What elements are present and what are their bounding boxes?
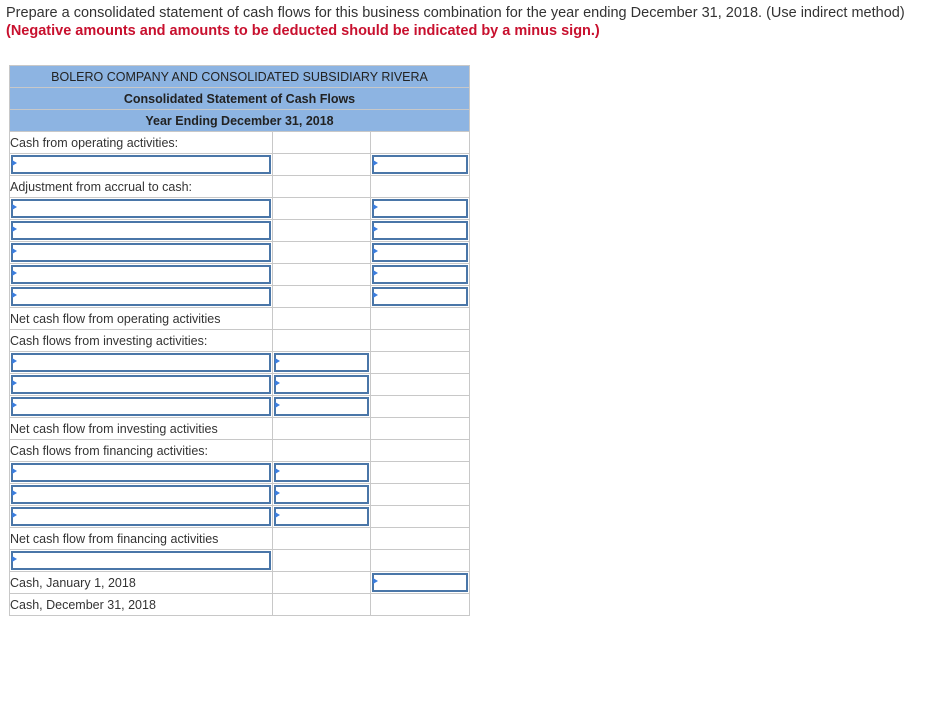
cash-begin-amount-input[interactable]	[372, 573, 468, 592]
financing-label: Cash flows from financing activities:	[10, 440, 273, 462]
table-row	[10, 352, 470, 374]
adjustment-amount-input[interactable]	[372, 265, 468, 284]
investing-label-input[interactable]	[11, 375, 271, 394]
table-row	[10, 286, 470, 308]
cash-flow-statement-table	[9, 65, 470, 616]
table-row	[10, 308, 470, 330]
adjustment-amount-input[interactable]	[372, 287, 468, 306]
investing-amount-input[interactable]	[274, 353, 369, 372]
company-header: BOLERO COMPANY AND CONSOLIDATED SUBSIDIARY RIVERA	[10, 66, 470, 88]
statement-title: Consolidated Statement of Cash Flows	[10, 88, 470, 110]
net-change-label-input[interactable]	[11, 551, 271, 570]
table-row	[10, 242, 470, 264]
net-investing-label: Net cash flow from investing activities	[10, 418, 273, 440]
table-row	[10, 154, 470, 176]
financing-label-input[interactable]	[11, 463, 271, 482]
investing-amount-input[interactable]	[274, 397, 369, 416]
adjustment-label-input[interactable]	[11, 243, 271, 262]
table-row	[10, 198, 470, 220]
table-row	[10, 418, 470, 440]
financing-label-input[interactable]	[11, 485, 271, 504]
cash-end-amount	[371, 594, 470, 616]
table-row	[10, 594, 470, 616]
amount-input[interactable]	[372, 155, 468, 174]
table-row	[10, 220, 470, 242]
adjustment-label-input[interactable]	[11, 199, 271, 218]
financing-amount-input[interactable]	[274, 485, 369, 504]
cash-end-label: Cash, December 31, 2018	[10, 594, 273, 616]
statement-period: Year Ending December 31, 2018	[10, 110, 470, 132]
table-row	[10, 506, 470, 528]
financing-amount-input[interactable]	[274, 463, 369, 482]
adjustment-amount-input[interactable]	[372, 243, 468, 262]
adjustment-label-input[interactable]	[11, 265, 271, 284]
investing-label-input[interactable]	[11, 397, 271, 416]
instructions-text: Prepare a consolidated statement of cash flows for this business combination for the year ending December 31, 2018. (Use indirect method)	[6, 5, 905, 21]
investing-amount-input[interactable]	[274, 375, 369, 394]
adjustment-label-input[interactable]	[11, 287, 271, 306]
label-dropdown[interactable]	[11, 155, 271, 174]
adjustment-amount-input[interactable]	[372, 199, 468, 218]
investing-label: Cash flows from investing activities:	[10, 330, 273, 352]
adjustment-label-input[interactable]	[11, 221, 271, 240]
investing-label-input[interactable]	[11, 353, 271, 372]
table-row	[10, 572, 470, 594]
table-row	[10, 440, 470, 462]
table-row	[10, 264, 470, 286]
table-row	[10, 396, 470, 418]
instructions-emphasis: (Negative amounts and amounts to be deducted should be indicated by a minus sign.)	[6, 23, 600, 39]
net-financing-label: Net cash flow from financing activities	[10, 528, 273, 550]
operating-label: Cash from operating activities:	[10, 132, 273, 154]
adjustment-label: Adjustment from accrual to cash:	[10, 176, 273, 198]
table-row	[10, 374, 470, 396]
cash-begin-label: Cash, January 1, 2018	[10, 572, 273, 594]
net-operating-label: Net cash flow from operating activities	[10, 308, 273, 330]
table-row	[10, 462, 470, 484]
table-row	[10, 176, 470, 198]
table-row	[10, 550, 470, 572]
financing-amount-input[interactable]	[274, 507, 369, 526]
financing-label-input[interactable]	[11, 507, 271, 526]
operating-amount-input-1[interactable]	[371, 154, 470, 176]
adjustment-amount-input[interactable]	[372, 221, 468, 240]
table-row	[10, 330, 470, 352]
instructions	[6, 4, 931, 40]
table-row	[10, 484, 470, 506]
operating-label-input-1[interactable]	[10, 154, 273, 176]
table-row	[10, 132, 470, 154]
table-row	[10, 528, 470, 550]
